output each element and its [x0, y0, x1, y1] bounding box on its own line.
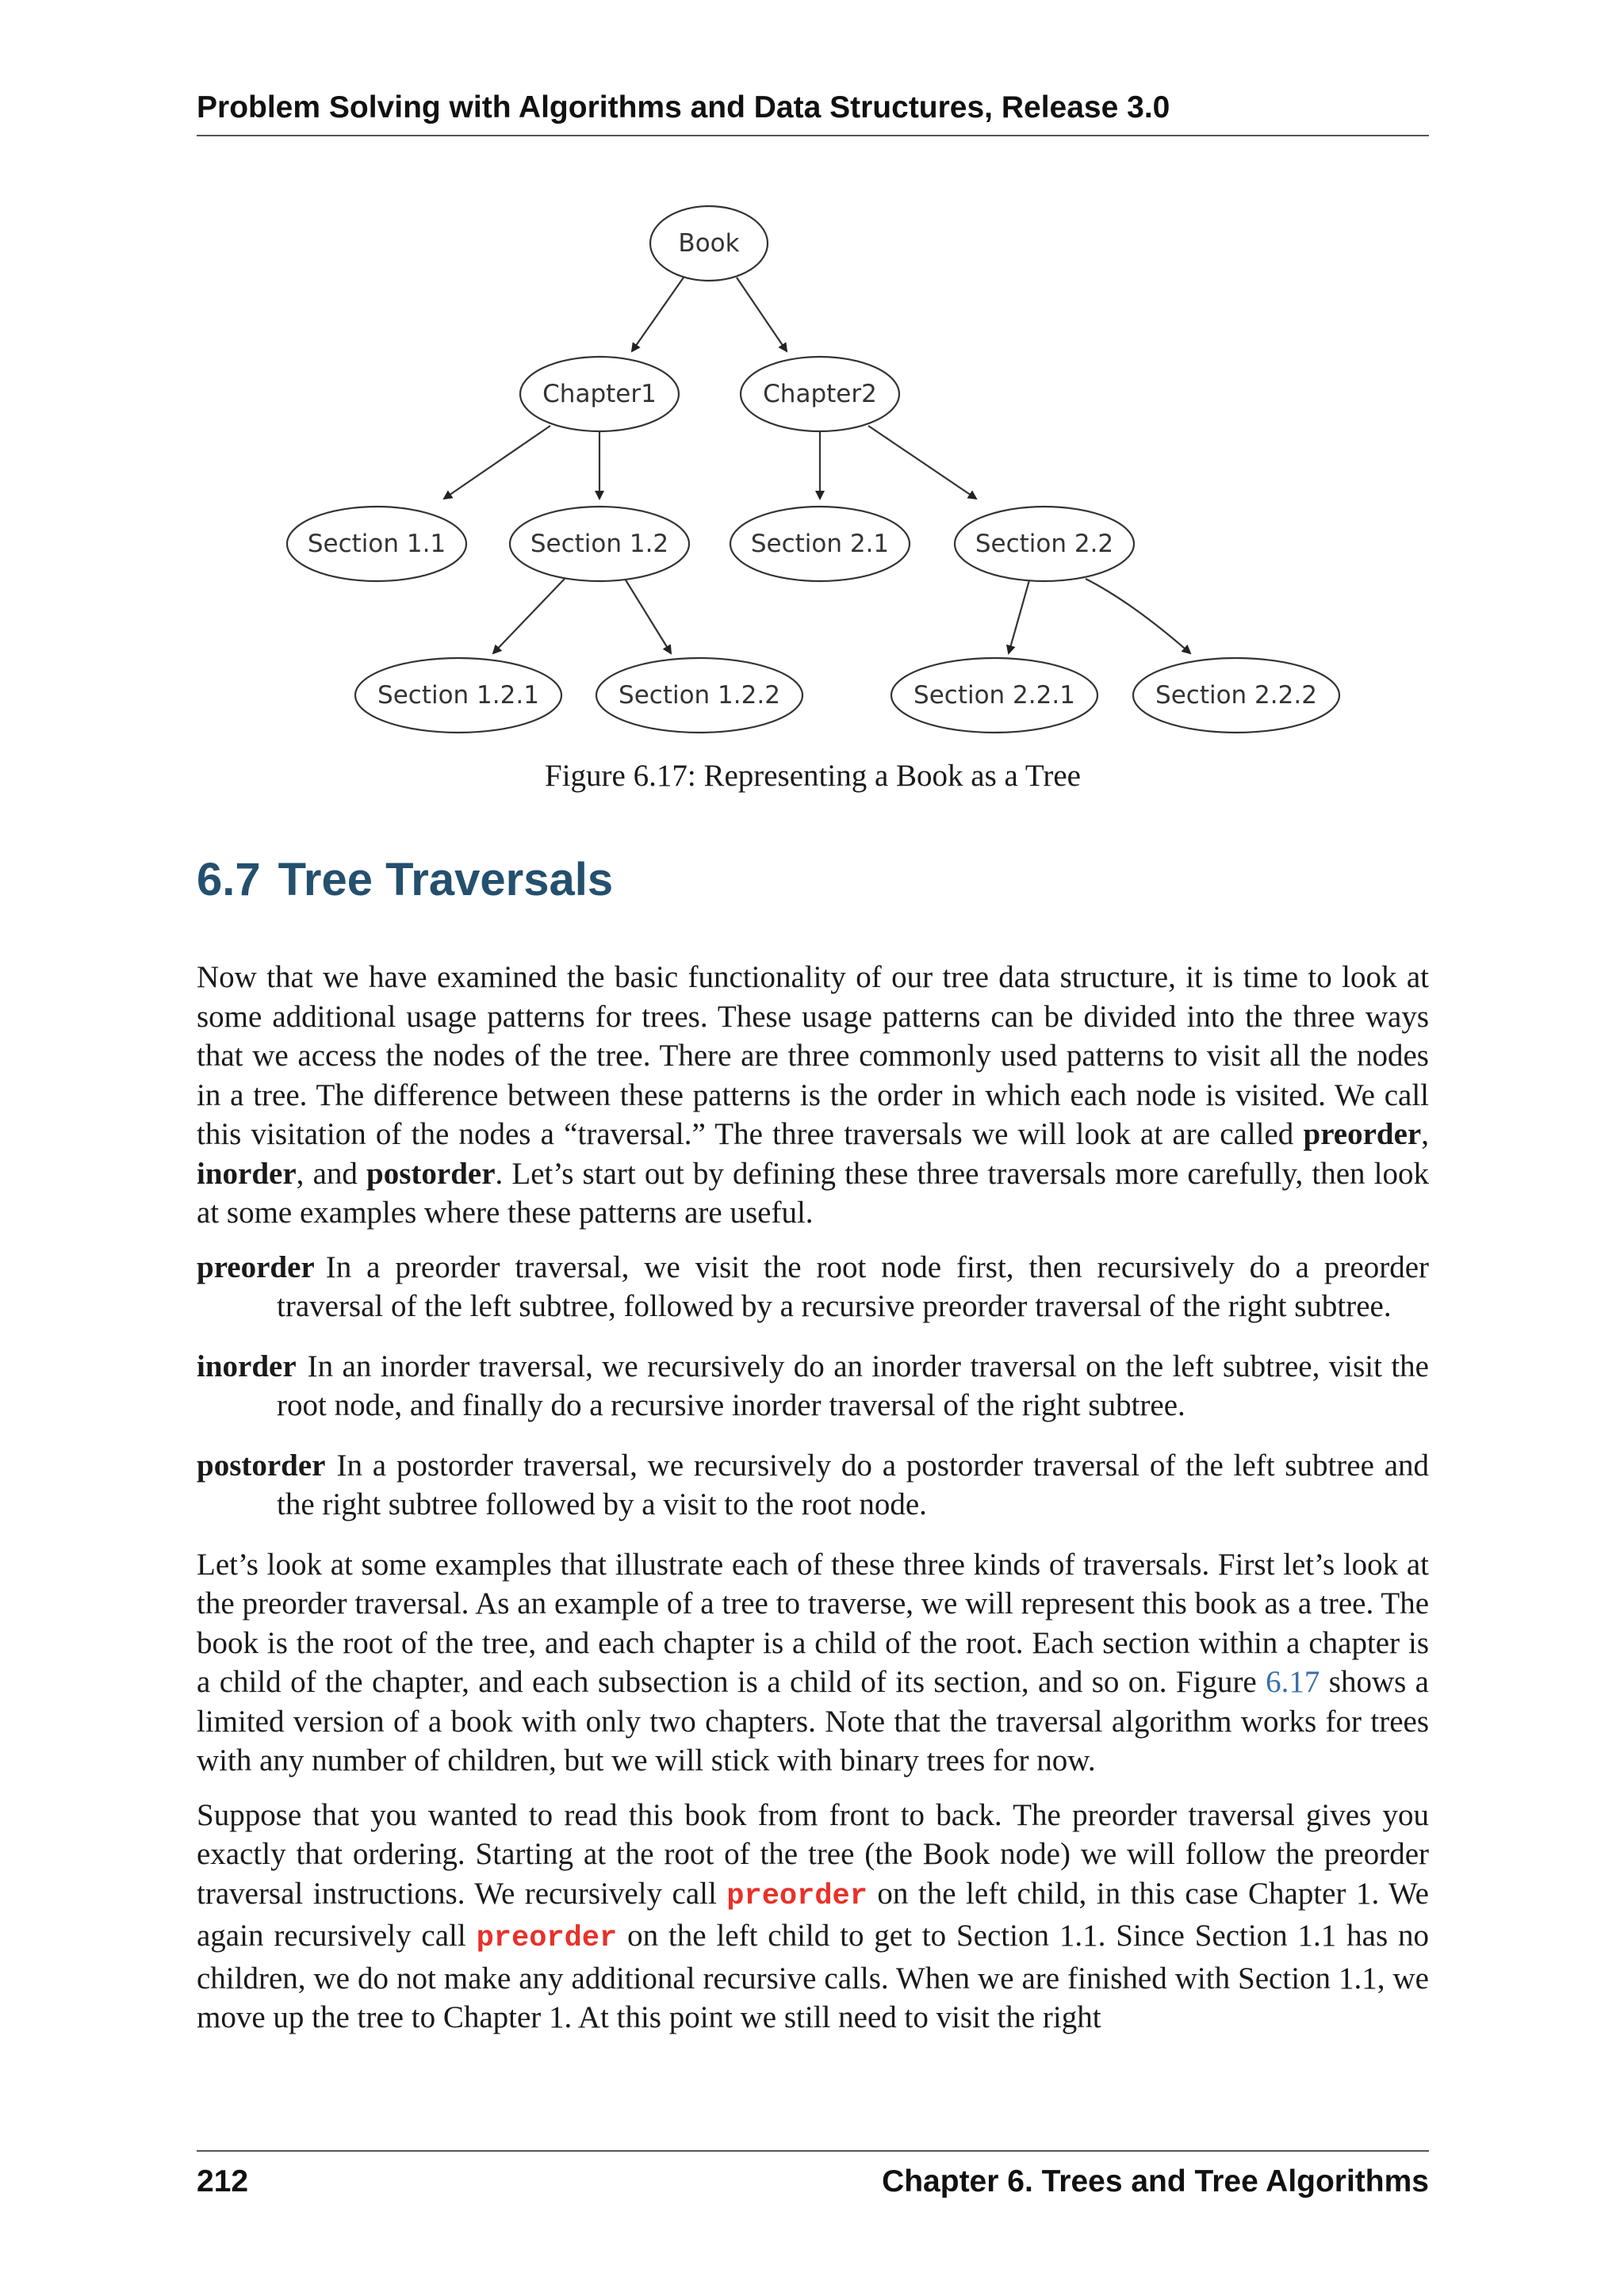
- edge-chapter2-section22: [868, 426, 976, 499]
- page: [197, 0, 1429, 2296]
- edge-section22-section221: [1009, 580, 1029, 653]
- node-label-section-2-2: Section 2.2: [975, 530, 1114, 558]
- definition-text: In a preorder traversal, we visit the root node first, then recursively do a preorder traversal of the left subtree, followed by a recursive preorder traversal of the right subtree.: [277, 1249, 1429, 1323]
- definition-text: In a postorder traversal, we recursively do a postorder traversal of the left subtree and the right subtree followed by a visit to the root node.: [277, 1448, 1429, 1521]
- edge-chapter1-section11: [444, 426, 550, 499]
- edge-book-chapter2: [737, 277, 787, 351]
- tree-diagram: [197, 190, 1429, 761]
- paragraph-examples: [197, 1545, 1429, 1781]
- edge-section22-section222: [1086, 579, 1190, 653]
- edge-section12-section122: [625, 579, 671, 653]
- footer-chapter-title: Chapter 6. Trees and Tree Algorithms: [882, 2164, 1429, 2198]
- text-run: on the left child to get to Section 1.1. Since Section 1.1 has no children, we do not make any additional recursive calls. When we are finished with Section 1.1, we move up the tree to Chapter 1. At this point we still need to visit the right: [197, 1919, 1429, 2034]
- definition-text: In an inorder traversal, we recursively do an inorder traversal on the left subtree, visit the root node, and finally do a recursive inorder traversal of the right subtree.: [277, 1349, 1429, 1422]
- text-run: on the left child, in this case Chapter 1. We again recursively call: [197, 1876, 1429, 1953]
- inline-code-preorder: preorder: [726, 1879, 868, 1913]
- section-title-text: Tree Traversals: [278, 854, 614, 905]
- definition-postorder: [197, 1446, 1429, 1525]
- book-tree-figure: [197, 190, 1429, 777]
- term-inorder-inline: inorder: [197, 1156, 297, 1191]
- header-rule: [197, 135, 1429, 136]
- running-header: Problem Solving with Algorithms and Data Structures, Release 3.0: [197, 90, 1170, 124]
- edge-book-chapter1: [632, 277, 684, 351]
- node-label-chapter1: Chapter1: [542, 380, 657, 408]
- definition-term: preorder: [197, 1249, 315, 1284]
- text-run: , and: [296, 1156, 367, 1191]
- node-label-chapter2: Chapter2: [763, 380, 877, 408]
- page-number: 212: [197, 2164, 249, 2198]
- node-label-section-2-1: Section 2.1: [750, 530, 890, 558]
- figure-caption: Figure 6.17: Representing a Book as a Tree: [545, 759, 1081, 793]
- section-heading: [197, 848, 1429, 912]
- node-label-section-1-2-1: Section 1.2.1: [377, 681, 539, 710]
- node-label-section-2-2-2: Section 2.2.2: [1155, 681, 1317, 710]
- node-label-section-1-1: Section 1.1: [307, 530, 446, 558]
- definition-term: inorder: [197, 1349, 297, 1383]
- node-label-book: Book: [678, 229, 740, 258]
- body-text: [197, 958, 1429, 2053]
- page-footer: [197, 2158, 1429, 2206]
- definition-inorder: [197, 1347, 1429, 1425]
- term-preorder-inline: preorder: [1303, 1117, 1422, 1151]
- figure-reference-link[interactable]: 6.17: [1266, 1665, 1320, 1699]
- text-run: Now that we have examined the basic functionality of our tree data structure, it is time to look at some additional usage patterns for trees. These usage patterns can be divided into the three ways that we access the nodes of the tree. There are three commonly used patterns to visit all the nodes in a tree. The difference between these patterns is the order in which each node is visited. We call this visitation of the nodes a “traversal.” The three traversals we will look at are called: [197, 960, 1429, 1151]
- text-run: shows a limited version of a book with only two chapters. Note that the traversal algorithm works for trees with any number of children, but we will stick with binary trees for now.: [197, 1665, 1429, 1777]
- term-postorder-inline: postorder: [366, 1156, 496, 1191]
- text-run: Suppose that you wanted to read this book from front to back. The preorder traversal gives you exactly that ordering. Starting at the root of the tree (the Book node) we will follow the preorder traversal instructions. We recursively call: [197, 1797, 1429, 1911]
- text-run: ,: [1421, 1117, 1429, 1151]
- section-number: 6.7: [197, 854, 261, 905]
- edge-section12-section121: [493, 579, 565, 653]
- footer-rule: [197, 2150, 1429, 2152]
- text-run: Let’s look at some examples that illustrate each of these three kinds of traversals. First let’s look at the preorder traversal. As an example of a tree to traverse, we will represent this book as a tree. The book is the root of the tree, and each chapter is a child of the root. Each section within a chapter is a child of the chapter, and each subsection is a child of its section, and so on. Figure: [197, 1547, 1429, 1699]
- text-run: . Let’s start out by defining these three traversals more carefully, then look at some examples where these patterns are useful.: [197, 1156, 1429, 1230]
- definition-preorder: [197, 1248, 1429, 1326]
- definition-term: postorder: [197, 1448, 326, 1483]
- paragraph-preorder-walkthrough: [197, 1796, 1429, 2038]
- node-label-section-1-2-2: Section 1.2.2: [619, 681, 780, 710]
- paragraph-intro: [197, 958, 1429, 1233]
- node-label-section-2-2-1: Section 2.2.1: [914, 681, 1075, 710]
- inline-code-preorder: preorder: [476, 1922, 618, 1955]
- node-label-section-1-2: Section 1.2: [530, 530, 669, 558]
